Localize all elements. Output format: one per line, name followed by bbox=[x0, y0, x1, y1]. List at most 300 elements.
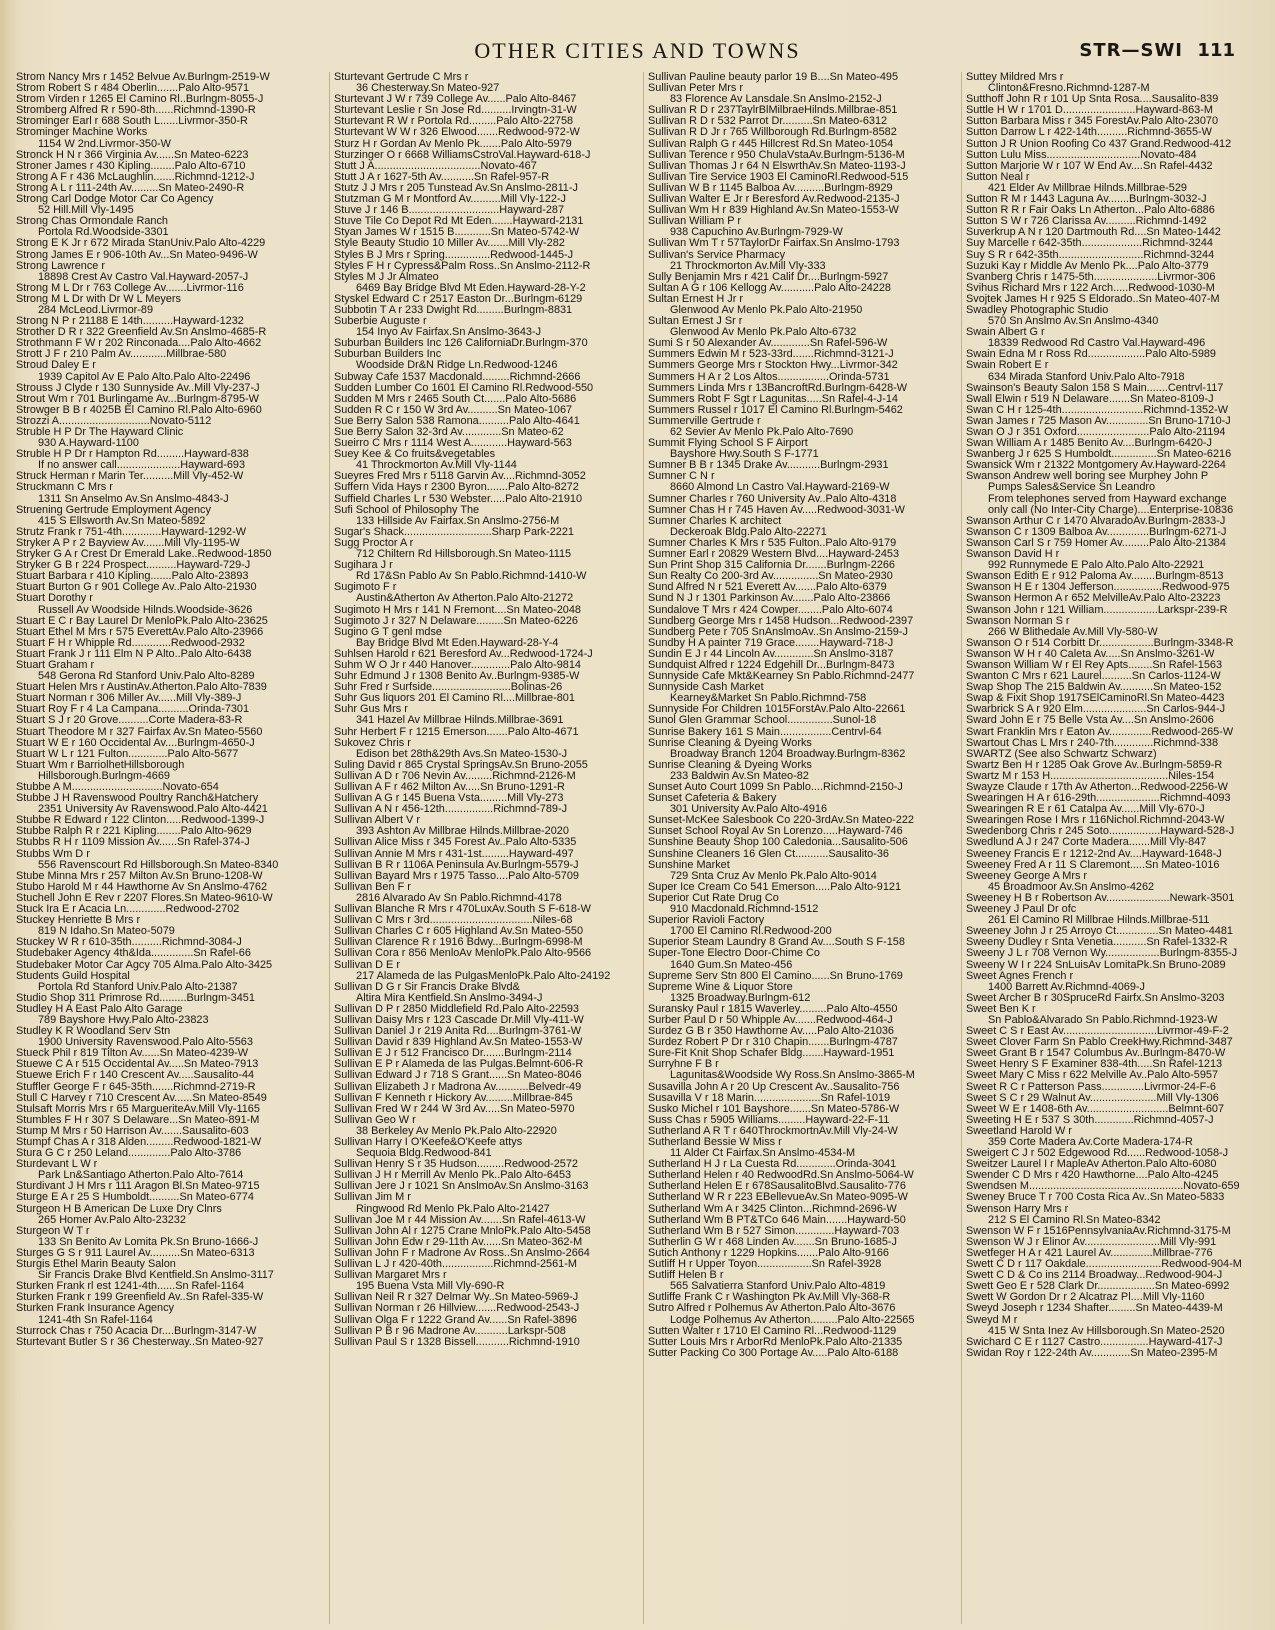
listing-entry: Sturgis Ethel Marin Beauty Salon bbox=[16, 1259, 176, 1271]
name-range: STR—SWI bbox=[1079, 40, 1183, 61]
listing-entry: Swanson David H r bbox=[966, 549, 1060, 561]
listing-entry: Sn Pablo&Alvarado Sn Pablo.Richmnd-1923-W bbox=[988, 1014, 1218, 1026]
listing-entry: Sullivan Albert V r bbox=[334, 815, 420, 827]
listing-entry: Swap & Fixit Shop 1917SElCaminoRl.Sn Mateo-4423 bbox=[966, 693, 1225, 705]
listing-entry: Superior Steam Laundry 8 Grand Av....South S F-158 bbox=[648, 937, 905, 949]
listing-entry: Woodside Dr&N Ridge Ln.Redwood-1246 bbox=[356, 360, 558, 372]
listing-entry: Swedenborg Chris r 245 Soto.................Hayward-528-J bbox=[966, 826, 1235, 838]
listing-entry: Swan James r 725 Mason Av..............Sn Bruno-1710-J bbox=[966, 415, 1231, 427]
listing-entry: Struble H P Dr The Hayward Clinic bbox=[16, 427, 184, 438]
listing-entry: Sullivan Jere J r 1021 Sn AnslmoAv.Sn Anslmo-3163 bbox=[334, 1181, 589, 1193]
listing-entry: 41 Throckmorton Av.Mill Vly-1144 bbox=[356, 460, 517, 472]
listing-entry: Swainson's Beauty Salon 158 S Main.......Centrvl-117 bbox=[966, 382, 1224, 394]
listing-entry: Styles F H r Cypress&Palm Ross..Sn Anslmo-2112-R bbox=[334, 260, 591, 272]
listing-entry: Suhr Fred r Surfside..........................Bolinas-26 bbox=[334, 682, 563, 694]
listing-entry: Sullivan Terence r 950 ChulaVstaAv.Burlngm-5136-M bbox=[648, 149, 905, 161]
listing-entry: Sturge E A r 25 S Humboldt..........Sn Mateo-6774 bbox=[16, 1192, 254, 1204]
listing-entry: Sullivan Charles C r 605 Highland Av.Sn Mateo-550 bbox=[334, 926, 584, 938]
listing-entry: Russell Av Woodside Hilnds.Woodside-3626 bbox=[38, 604, 253, 616]
listing-entry: Ringwood Rd Menlo Pk.Palo Alto-21427 bbox=[356, 1203, 550, 1215]
listing-entry: Strutz Frank r 751-4th.............Hayward-1292-W bbox=[16, 526, 246, 538]
listing-entry: Sturz H r Gordan Av Menlo Pk.......Palo Alto-5979 bbox=[334, 138, 572, 150]
listing-entry: Sunrise Cleaning & Dyeing Works bbox=[648, 759, 812, 771]
listing-entry: 8660 Almond Ln Castro Val.Hayward-2169-W bbox=[670, 482, 890, 494]
listing-entry: Stump M Mrs r 50 Harrison Av.......Sausalito-603 bbox=[16, 1125, 249, 1137]
listing-entry: Swenson Harry Mrs r bbox=[966, 1203, 1069, 1215]
listing-entry: Sturdivant J H Mrs r 111 Aragon Bl.Sn Mateo-9715 bbox=[16, 1181, 260, 1193]
listing-entry: only call (No Inter-City Charge)....Enterprise-10836 bbox=[988, 504, 1234, 516]
listing-entry: Styskel Edward C r 2517 Easton Dr...Burlngm-6129 bbox=[334, 293, 583, 305]
listing-entry: Stutzman G M r Montford Av..........Mill Vly-122-J bbox=[334, 194, 566, 206]
listing-entry: 556 Ravenscourt Rd Hillsborough.Sn Mateo-8340 bbox=[38, 859, 279, 871]
listing-entry: Stuart Frank J r 111 Elm N P Alto..Palo Alto-6438 bbox=[16, 648, 252, 660]
listing-entry: Sullivan John Edw r 29-11th Av......Sn Mateo-362-M bbox=[334, 1236, 583, 1248]
listing-entry: Sweeney J Paul Dr ofc bbox=[966, 904, 1077, 916]
listing-entry: Swan C H r 125-4th...........................Richmnd-1352-W bbox=[966, 404, 1229, 416]
listing-entry: Subbotin T A r 233 Dwight Rd.........Burlngm-8831 bbox=[334, 304, 573, 316]
listing-entry: Sturtevant Butler S r 36 Chesterway..Sn Mateo-927 bbox=[16, 1336, 264, 1348]
listing-entry: Sweet Grant B r 1547 Columbus Av..Burlngm-8470-W bbox=[966, 1048, 1226, 1060]
listing-entry: 1241-4th Sn Rafel-1164 bbox=[38, 1314, 153, 1326]
listing-entry: Sutton Barbara Miss r 345 ForestAv.Palo Alto-23070 bbox=[966, 116, 1219, 128]
listing-entry: Sweyd M r bbox=[966, 1314, 1018, 1326]
listing-entry: Stutt J A...................................Novato-467 bbox=[334, 160, 537, 172]
listing-entry: Sugimoto F r bbox=[334, 582, 397, 594]
listing-entry: Suttey Mildred Mrs r bbox=[966, 72, 1064, 83]
listing-entry: Swayze Claude r 17th Av Atherton...Redwood-2256-W bbox=[966, 782, 1228, 793]
listing-entry: Sun Print Shop 315 California Dr.......Burlngm-2266 bbox=[648, 560, 895, 572]
listing-entry: Sue Berry Salon 32-3rd Av.............Sn Mateo-62 bbox=[334, 427, 564, 438]
listing-entry: Sutherland Bessie W Miss r bbox=[648, 1137, 782, 1148]
listing-entry: Sweeny J L r 708 Vernon Wy..................Burlngm-8355-J bbox=[966, 948, 1238, 960]
listing-entry: Sullivan John F r Madrone Av Ross..Sn Anslmo-2664 bbox=[334, 1247, 590, 1259]
listing-entry: Swall Elwin r 519 N Delaware.......Sn Mateo-8109-J bbox=[966, 393, 1214, 405]
listing-entry: Sturrock Chas r 750 Acacia Dr....Burlngm-3147-W bbox=[16, 1325, 257, 1337]
listing-entry: Sugimoto J r 327 N Delaware.........Sn Mateo-6226 bbox=[334, 615, 578, 627]
listing-entry: 341 Hazel Av Millbrae Hilnds.Millbrae-3691 bbox=[356, 715, 564, 727]
listing-entry: Sultan A G r 106 Kellogg Av...........Palo Alto-24228 bbox=[648, 282, 891, 294]
listing-entry: Swanson W H r 40 Caleta Av.....Sn Anslmo-3261-W bbox=[966, 648, 1215, 660]
listing-entry: Sumner C N r bbox=[648, 471, 715, 483]
listing-entry: Strother D R r 322 Greenfield Av.Sn Anslmo-4685-R bbox=[16, 327, 267, 339]
listing-entry: Sumner Charles K Mrs r 535 Fulton..Palo Alto-9179 bbox=[648, 537, 897, 549]
listing-entry: Sutten Walter r 1710 El Camino Rl...Redwood-1129 bbox=[648, 1325, 897, 1337]
listing-entry: 729 Snta Cruz Av Menlo Pk.Palo Alto-9014 bbox=[670, 870, 877, 882]
listing-entry: Sullivan R D r 532 Parrot Dr..........Sn Mateo-6312 bbox=[648, 116, 888, 128]
listing-entry: Sweet Agnes French r bbox=[966, 970, 1074, 982]
listing-entry: Swearingen R E r 61 Catalpa Av......Mill Vly-670-J bbox=[966, 804, 1205, 816]
listing-entry: Strout Wm r 701 Burlingame Av...Burlngm-8795-W bbox=[16, 393, 259, 405]
listing-entry: Suttle H W r 1701 D........................Hayward-863-M bbox=[966, 105, 1213, 117]
listing-entry: Svojtek James H r 925 S Eldorado..Sn Mateo-407-M bbox=[966, 293, 1220, 305]
listing-entry: 910 Macdonald.Richmnd-1512 bbox=[670, 904, 819, 916]
listing-entry: Struble H P Dr r Hampton Rd.........Hayward-838 bbox=[16, 449, 249, 461]
listing-entry: 712 Chiltern Rd Hillsborough.Sn Mateo-1115 bbox=[356, 549, 572, 561]
listing-entry: 1400 Barrett Av.Richmnd-4069-J bbox=[988, 981, 1145, 993]
listing-entry: Sutliff Helen B r bbox=[648, 1270, 724, 1282]
listing-entry: Sullivan Daniel J r 219 Anita Rd....Burlngm-3761-W bbox=[334, 1026, 581, 1038]
listing-entry: Sullivan F Kenneth r Hickory Av.........Millbrae-845 bbox=[334, 1092, 573, 1104]
listing-entry: Swartz M r 153 H.......................................Niles-154 bbox=[966, 770, 1215, 782]
listing-entry: Sullivan R D r 237TaylrBlMilbraeHilnds.Millbrae-851 bbox=[648, 105, 898, 117]
listing-entry: Strominger Earl r 688 South L......Livrmor-350-R bbox=[16, 116, 248, 128]
listing-entry: Sweeney John J r 25 Arroyo Ct..............Sn Mateo-4481 bbox=[966, 926, 1233, 938]
listing-entry: Sturdevant L W r bbox=[16, 1159, 98, 1171]
listing-entry: Sundberg Pete r 705 SnAnslmoAv..Sn Anslmo-2159-J bbox=[648, 626, 908, 638]
listing-entry: Strong M L Dr r 763 College Av.......Livrmor-116 bbox=[16, 282, 244, 294]
listing-entry: Sweet W E r 1408-6th Av...........................Belmnt-607 bbox=[966, 1103, 1225, 1115]
listing-entry: Sweigert C J r 502 Edgewood Rd......Redwood-1058-J bbox=[966, 1148, 1229, 1160]
listing-entry: Stubbs Wm D r bbox=[16, 848, 90, 860]
listing-entry: Swett C D & Co ins 2114 Broadway...Redwood-904-J bbox=[966, 1270, 1223, 1282]
listing-entry: Swanson John r 121 William..................Larkspr-239-R bbox=[966, 604, 1228, 616]
listing-entry: 217 Alameda de las PulgasMenloPk.Palo Alto-24192 bbox=[356, 970, 611, 982]
listing-entry: Sund Alfred N r 521 Everett Av.......Palo Alto-6379 bbox=[648, 582, 887, 594]
listing-entry: Stryker A P r 2 Bayview Av.......Mill Vly-1195-W bbox=[16, 537, 240, 549]
page-title: OTHER CITIES AND TOWNS bbox=[474, 38, 801, 63]
listing-entry: Suss Chas r 5905 Williams.........Hayward-22-F-11 bbox=[648, 1114, 890, 1126]
listing-entry: Sweeney Fred A r 11 S Claremont.....Sn Mateo-1016 bbox=[966, 859, 1220, 871]
listing-entry: 415 S Ellsworth Av.Sn Mateo-5892 bbox=[38, 515, 206, 527]
listing-entry: Svanberg Chris r 1475-5th.....................Livrmor-306 bbox=[966, 271, 1216, 283]
listing-entry: Kearney&Market Sn Pablo.Richmnd-758 bbox=[670, 693, 867, 705]
listing-entry: 359 Corte Madera Av.Corte Madera-174-R bbox=[988, 1137, 1193, 1148]
listing-entry: Surdez G B r 350 Hawthorne Av.....Palo Alto-21036 bbox=[648, 1026, 894, 1038]
listing-entry: Suhm W O Jr r 440 Hanover.............Palo Alto-9814 bbox=[334, 659, 581, 671]
listing-entry: Suzuki Kay r Middle Av Menlo Pk....Palo Alto-3779 bbox=[966, 260, 1209, 272]
listing-entry: Sunset-McKee Salesbook Co 220-3rdAv.Sn Mateo-222 bbox=[648, 815, 914, 827]
listing-entry: Swart Franklin Mrs r Eaton Av..............Redwood-265-W bbox=[966, 726, 1234, 738]
listing-entry: Sugino G T genl mdse bbox=[334, 626, 442, 638]
listing-entry: Sullivan B R r 1106A Peninsula Av.Burlngm-5579-J bbox=[334, 859, 579, 871]
listing-entry: Strong Carl Dodge Motor Car Co Agency bbox=[16, 194, 214, 206]
listing-entry: Stroud Daley E r bbox=[16, 360, 96, 372]
listing-entry: 1700 El Camino Rl.Redwood-200 bbox=[670, 926, 832, 938]
listing-entry: 38 Berkeley Av Menlo Pk.Palo Alto-22920 bbox=[356, 1125, 557, 1137]
listing-entry: Stronck H N r 366 Virginia Av......Sn Mateo-6223 bbox=[16, 149, 249, 161]
page-header bbox=[0, 38, 1275, 68]
listing-entry: Glenwood Av Menlo Pk.Palo Alto-21950 bbox=[670, 304, 863, 316]
listing-entry: Swanson Andrew well boring see Murphey John P bbox=[966, 471, 1209, 483]
listing-entry: Summers H A r 2 Los Altos.................Orinda-5731 bbox=[648, 371, 890, 383]
listing-entry: Altira Mira Kentfield.Sn Anslmo-3494-J bbox=[356, 992, 543, 1004]
listing-entry: Sturtevant Leslie r Sn Jose Rd..........Irvingtn-31-W bbox=[334, 105, 577, 117]
listing-entry: Sully Benjamin Mrs r 421 Calif Dr....Burlngm-5927 bbox=[648, 271, 889, 283]
listing-entry: Sweet Archer B r 30SpruceRd Fairfx.Sn Anslmo-3203 bbox=[966, 992, 1225, 1004]
listing-entry: Strong Lawrence r bbox=[16, 260, 105, 272]
listing-entry: Struckmann C Mrs r bbox=[16, 482, 113, 494]
listing-entry: Summers Robt F Sgt r Lagunitas.....Sn Rafel-4-J-14 bbox=[648, 393, 898, 405]
listing-entry: Sweet C S r East Av...............................Livrmor-49-F-2 bbox=[966, 1026, 1229, 1038]
listing-entry: Sullivan L J r 420-40th.................Richmnd-2561-M bbox=[334, 1259, 577, 1271]
listing-entry: Sutton Darrow L r 422-14th..........Richmnd-3655-W bbox=[966, 127, 1212, 139]
listing-entry: Sullivan Tire Service 1903 El CaminoRl.Redwood-515 bbox=[648, 171, 909, 183]
listing-entry: Sweeney George A Mrs r bbox=[966, 870, 1088, 882]
listing-entry: Stuart S J r 20 Grove..........Corte Madera-83-R bbox=[16, 715, 243, 727]
listing-entry: Sullivan Wm H r 839 Highland Av.Sn Mateo-1553-W bbox=[648, 205, 899, 217]
listing-entry: Sullivan Peter Mrs r bbox=[648, 83, 744, 95]
listing-entry: Sir Francis Drake Blvd Kentfield.Sn Anslmo-3117 bbox=[38, 1270, 274, 1282]
listing-entry: Stuart W L r 121 Fulton.............Palo Alto-5677 bbox=[16, 748, 239, 760]
listing-entry: Sutherland Wm B r 527 Simon.............Hayward-703 bbox=[648, 1225, 900, 1237]
listing-entry: Stubbe J H Ravenswood Poultry Ranch&Hatchery bbox=[16, 793, 259, 805]
listing-entry: 284 McLeod.Livrmor-89 bbox=[38, 304, 154, 316]
listing-entry: Stryker G B r 224 Prospect..........Hayward-729-J bbox=[16, 560, 251, 572]
listing-entry: Suy Marcelle r 642-35th....................Richmnd-3244 bbox=[966, 238, 1213, 250]
listing-entry: Sundalove T Mrs r 424 Cowper........Palo Alto-6074 bbox=[648, 604, 893, 616]
column-4 bbox=[962, 72, 1264, 1624]
listing-entry: Sullivan Margaret Mrs r bbox=[334, 1270, 447, 1282]
listing-entry: Sudden R C r 150 W 3rd Av..........Sn Mateo-1067 bbox=[334, 404, 573, 416]
listing-entry: Sullivan A F r 462 Milton Av.....Sn Bruno-1291-R bbox=[334, 782, 565, 793]
listing-entry: Sutherland A R T r 640ThrockmortnAv.Mill Vly-24-W bbox=[648, 1125, 898, 1137]
listing-entry: Swain Edna M r Ross Rd...................Palo Alto-5989 bbox=[966, 349, 1216, 361]
listing-entry: Stryker G A r Crest Dr Emerald Lake..Redwood-1850 bbox=[16, 549, 272, 561]
listing-entry: Sullivan Geo W r bbox=[334, 1114, 416, 1126]
listing-entry: Strong N P r 21188 E 14th..........Hayward-1232 bbox=[16, 316, 244, 328]
listing-entry: Sturtevant Gertrude C Mrs r bbox=[334, 72, 469, 83]
listing-entry: Susko Michel r 101 Bayshore.......Sn Mateo-5786-W bbox=[648, 1103, 900, 1115]
listing-entry: Sullivan Henry S r 35 Hudson.........Redwood-2572 bbox=[334, 1159, 578, 1171]
listing-entry: Strozzi A..............................Novato-5112 bbox=[16, 415, 212, 427]
listing-entry: 789 Bayshore Hwy.Palo Alto-23823 bbox=[38, 1014, 209, 1026]
listing-entry: Bayshore Hwy.South S F-1771 bbox=[670, 449, 819, 461]
listing-entry: Stuckey W R r 610-35th..........Richmnd-3084-J bbox=[16, 937, 242, 949]
listing-entry: Sugar's Shack.............................Sharp Park-2221 bbox=[334, 526, 574, 538]
listing-entry: Suey Kee & Co fruits&vegetables bbox=[334, 449, 496, 461]
listing-entry: Sugihara J r bbox=[334, 560, 393, 572]
listing-entry: Sutton R R r Fair Oaks Ln Atherton...Palo Alto-6886 bbox=[966, 205, 1215, 217]
listing-entry: Sweet Mary C Miss r 622 Melville Av..Palo Alto-5957 bbox=[966, 1070, 1218, 1082]
listing-entry: Swain Robert E r bbox=[966, 360, 1049, 372]
listing-entry: Swenson W F r 1516PennsylvaniaAv.Richmnd-3175-M bbox=[966, 1225, 1231, 1237]
listing-entry: Sweitzer Laurel I r MapleAv Atherton.Palo Alto-6080 bbox=[966, 1159, 1217, 1171]
listing-entry: Sullivan Clarence R r 1916 Bdwy...Burlngm-6998-M bbox=[334, 937, 583, 949]
listing-entry: Sullivan David r 839 Highland Av.Sn Mateo-1553-W bbox=[334, 1037, 583, 1049]
listing-entry: Rd 17&Sn Pablo Av Sn Pablo.Richmnd-1410-W bbox=[356, 571, 587, 583]
listing-entry: 393 Ashton Av Millbrae Hilnds.Millbrae-2020 bbox=[356, 826, 569, 838]
listing-entry: Sullivan D E r bbox=[334, 959, 400, 971]
listing-entry: Subway Cafe 1537 Macdonald.........Richmnd-2666 bbox=[334, 371, 581, 383]
listing-entry: Sunnyside Cafe Mkt&Kearney Sn Pablo.Richmnd-2477 bbox=[648, 671, 915, 683]
listing-entry: Sunnyside For Children 1015ForstAv.Palo Alto-22661 bbox=[648, 704, 906, 716]
listing-entry: Sutthoff John R r 101 Up Snta Rosa....Sausalito-839 bbox=[966, 94, 1219, 106]
listing-entry: Sullivan Jim M r bbox=[334, 1192, 411, 1204]
listing-entry: Swett W Gordon Dr r 2 Alcatraz Pl....Mill Vly-1160 bbox=[966, 1292, 1205, 1304]
listing-entry: Swendsen M...................................................Novato-659 bbox=[966, 1181, 1240, 1193]
listing-entry: Sunol Glen Grammar School...............Sunol-18 bbox=[648, 715, 877, 727]
listing-entry: Swanson C r 1309 Balboa Av..............Burlngm-6271-J bbox=[966, 526, 1227, 538]
listing-entry: Strong M L Dr with Dr W L Meyers bbox=[16, 293, 182, 305]
listing-entry: Styles B J Mrs r Spring...............Redwood-1445-J bbox=[334, 249, 574, 261]
listing-entry: Strong E K Jr r 672 Mirada StanUniv.Palo Alto-4229 bbox=[16, 238, 266, 250]
listing-entry: Supreme Serv Stn 800 El Camino......Sn Bruno-1769 bbox=[648, 970, 903, 982]
listing-entry: Swichard C E r 1127 Castro................Hayward-417-J bbox=[966, 1336, 1223, 1348]
listing-entry: Stuart Norman r 306 Miller Av......Mill Vly-389-J bbox=[16, 693, 242, 705]
listing-entry: Sullivan C Mrs r 3rd..................................Niles-68 bbox=[334, 915, 573, 927]
listing-entry: Sutherland Wm A r 3425 Clinton...Richmnd-2696-W bbox=[648, 1203, 897, 1215]
listing-entry: Sullivan William P r bbox=[648, 216, 741, 228]
listing-entry: Sullivan Edward J r 718 S Grant......Sn Mateo-8046 bbox=[334, 1070, 582, 1082]
listing-entry: Summers Russel r 1017 El Camino Rl.Burlngm-5462 bbox=[648, 404, 903, 416]
listing-entry: Sullivan D G r Sir Francis Drake Blvd& bbox=[334, 981, 520, 993]
listing-entry: Strowger B B r 4025B El Camino Rl.Palo Alto-6960 bbox=[16, 404, 262, 416]
listing-entry: Suffern Vida Hays r 2300 Byron.......Palo Alto-8272 bbox=[334, 482, 579, 494]
listing-entry: Sweeney Francis E r 1212-2nd Av....Hayward-1648-J bbox=[966, 848, 1222, 860]
listing-entry: Sunnyside Cash Market bbox=[648, 682, 764, 694]
listing-entry: 45 Broadmoor Av.Sn Anslmo-4262 bbox=[988, 881, 1155, 893]
listing-entry: Sullivan W B r 1145 Balboa Av..........Burlngm-8929 bbox=[648, 182, 893, 194]
listing-entry: Sufi School of Philosophy The bbox=[334, 504, 480, 516]
listing-entry: Sunshine Beauty Shop 100 Caledonia...Sausalito-506 bbox=[648, 837, 908, 849]
listing-entry: Sue Berry Salon 538 Ramona..........Palo Alto-4641 bbox=[334, 415, 580, 427]
listing-entry: 1154 W 2nd.Livrmor-350-W bbox=[38, 138, 171, 150]
listing-entry: Swetfeger H A r 421 Laurel Av..............Millbrae-776 bbox=[966, 1247, 1213, 1259]
listing-entry: Sumner Earl r 20829 Western Blvd....Hayward-2453 bbox=[648, 549, 900, 561]
listing-entry: Stroner James r 430 Kipling........Palo Alto-6710 bbox=[16, 160, 246, 172]
listing-entry: Swenson W J r Elinor Av.........................Mill Vly-991 bbox=[966, 1236, 1217, 1248]
listing-entry: Sutich Anthony r 1229 Hopkins.......Palo Alto-9166 bbox=[648, 1247, 889, 1259]
listing-entry: Superior Ravioli Factory bbox=[648, 915, 765, 927]
listing-entry: Sullivan Harry I O'Keefe&O'Keefe attys bbox=[334, 1137, 523, 1148]
listing-entry: Stuart Wm r BarriolhetHillsborough bbox=[16, 759, 185, 771]
listing-entry: Sweeney H B r Robertson Av.....................Newark-3501 bbox=[966, 892, 1235, 904]
listing-entry: Studio Shop 311 Primrose Rd.........Burlngm-3451 bbox=[16, 992, 255, 1004]
listing-entry: Surber Paul D r 50 Whipple Av.......Redwood-464-J bbox=[648, 1014, 893, 1026]
listing-entry: Sund N J r 1301 Parkinson Av.......Palo Alto-23866 bbox=[648, 593, 891, 605]
listing-entry: Sutton Neal r bbox=[966, 171, 1030, 183]
listing-entry: Sullivan Norman r 26 Hillview.......Redwood-2543-J bbox=[334, 1303, 580, 1315]
listing-entry: Sweeny W I r 224 SnLuisAv LomitaPk.Sn Bruno-2089 bbox=[966, 959, 1226, 971]
listing-entry: Styles M J Jr Almateo bbox=[334, 271, 439, 283]
listing-entry: Swanson Carl S r 759 Homer Av.........Palo Alto-21384 bbox=[966, 537, 1226, 549]
listing-entry: Sutherland H J r La Cuesta Rd.............Orinda-3041 bbox=[648, 1159, 897, 1171]
listing-entry: Swanson H E r 1304 Jefferson................Redwood-975 bbox=[966, 582, 1230, 594]
listing-entry: 634 Mirada Stanford Univ.Palo Alto-7918 bbox=[988, 371, 1185, 383]
column-3 bbox=[644, 72, 962, 1624]
listing-entry: Stumpf Chas A r 318 Alden.........Redwood-1821-W bbox=[16, 1137, 262, 1148]
listing-entry: Sutherland Wm B PT&TCo 646 Main.......Hayward-50 bbox=[648, 1214, 906, 1226]
listing-entry: 992 Runnymede E Palo Alto.Palo Alto-22921 bbox=[988, 560, 1205, 572]
listing-entry: Suhr Herbert F r 1215 Emerson.......Palo Alto-4671 bbox=[334, 726, 579, 738]
listing-entry: Suhlsen Harold r 621 Beresford Av...Redwood-1724-J bbox=[334, 648, 593, 660]
listing-entry: 62 Sevier Av Menlo Pk.Palo Alto-7690 bbox=[670, 427, 854, 438]
listing-entry: Strothmann F W r 202 Rinconada....Palo Alto-4662 bbox=[16, 338, 262, 350]
listing-entry: Sudden Lumber Co 1601 El Camino Rl.Redwood-550 bbox=[334, 382, 594, 394]
listing-entry: Sullivan Wm T r 57TaylorDr Fairfax.Sn Anslmo-1793 bbox=[648, 238, 900, 250]
listing-entry: Sullivan P B r 96 Madrone Av...........Larkspr-508 bbox=[334, 1325, 566, 1337]
listing-entry: Sullivan E J r 512 Francisco Dr.......Burlngm-2114 bbox=[334, 1048, 572, 1060]
listing-entry: Portola Rd.Woodside-3301 bbox=[38, 227, 169, 239]
listing-entry: Struck Herman r Marin Ter..........Mill Vly-452-W bbox=[16, 471, 244, 483]
listing-entry: Superior Cut Rate Drug Co bbox=[648, 892, 779, 904]
listing-entry: Sudden M Mrs r 2465 South Ct.......Palo Alto-5686 bbox=[334, 393, 577, 405]
listing-entry: Stubbe A M..............................Novato-654 bbox=[16, 782, 219, 793]
listing-entry: 11 Alder Ct Fairfax.Sn Anslmo-4534-M bbox=[670, 1148, 856, 1160]
column-2 bbox=[330, 72, 644, 1624]
listing-entry: Summers Linda Mrs r 13BancroftRd.Burlngm-6428-W bbox=[648, 382, 908, 394]
listing-entry: Swan O J r 351 Oxford........................Palo Alto-21194 bbox=[966, 427, 1226, 438]
listing-entry: Sweetland Harold W r bbox=[966, 1125, 1072, 1137]
listing-entry: Sumi S r 50 Alexander Av.............Sn Rafel-596-W bbox=[648, 338, 888, 350]
listing-entry: Stubbs R H r 1109 Mission Av......Sn Rafel-374-J bbox=[16, 837, 250, 849]
listing-entry: Sunset School Royal Av Sn Lorenzo.....Hayward-746 bbox=[648, 826, 903, 838]
listing-entry: Sumner Chas H r 745 Haven Av.....Redwood-3031-W bbox=[648, 504, 905, 516]
listing-entry: Strominger Machine Works bbox=[16, 127, 148, 139]
listing-entry: Swarbrick S A r 920 Elm.....................Sn Carlos-944-J bbox=[966, 704, 1226, 716]
listing-entry: Stuewe Erich F r 140 Crescent Av.....Sausalito-44 bbox=[16, 1070, 255, 1082]
listing-entry: 195 Buena Vsta Mill Vly-690-R bbox=[356, 1281, 505, 1293]
listing-entry: Swedlund A J r 247 Corte Madera.......Mill Vly-847 bbox=[966, 837, 1207, 849]
listing-entry: 36 Chesterway.Sn Mateo-927 bbox=[356, 83, 500, 95]
listing-entry: 52 Hill.Mill Vly-1495 bbox=[38, 205, 134, 217]
listing-entry: Stuck Ira E r Acacia Ln.............Redwood-2702 bbox=[16, 904, 240, 916]
listing-entry: Sullivan Neil R r 327 Delmar Wy..Sn Mateo-5969-J bbox=[334, 1292, 579, 1304]
listing-entry: Sumner Charles K architect bbox=[648, 515, 782, 527]
listing-entry: Sweeny Dudley r Snta Venetia...........Sn Rafel-1332-R bbox=[966, 937, 1228, 949]
listing-entry: Sequoia Bldg.Redwood-841 bbox=[356, 1148, 492, 1160]
listing-entry: Austin&Atherton Av Atherton.Palo Alto-21272 bbox=[356, 593, 574, 605]
listing-entry: Sutherland Helen r 40 RedwoodRd.Sn Anslmo-5064-W bbox=[648, 1170, 914, 1182]
listing-entry: Sundin E J r 44 Lincoln Av.............Sn Anslmo-3187 bbox=[648, 648, 894, 660]
listing-entry: Stuckey Henriette B Mrs r bbox=[16, 915, 141, 927]
listing-entry: 133 Sn Benito Av Lomita Pk.Sn Bruno-1666-J bbox=[38, 1236, 259, 1248]
listing-entry: Stueck Phil r 819 Tilton Av......Sn Mateo-4239-W bbox=[16, 1048, 249, 1060]
listing-entry: Hillsborough.Burlngm-4669 bbox=[38, 770, 170, 782]
listing-entry: Broadway Branch 1204 Broadway.Burlngm-8362 bbox=[670, 748, 906, 760]
listing-entry: Sunrise Bakery 161 S Main.................Centrvl-64 bbox=[648, 726, 882, 738]
listing-entry: Sueirro C Mrs r 1114 West A............Hayward-563 bbox=[334, 438, 572, 450]
listing-entry: Stuart W E r 160 Occidental Av....Burlngm-4650-J bbox=[16, 737, 255, 749]
listing-entry: Swearingen H A r 616-29th.....................Richmnd-4093 bbox=[966, 793, 1231, 805]
listing-entry: Sumner B B r 1345 Drake Av...........Burlngm-2931 bbox=[648, 460, 889, 472]
listing-entry: Suy S R r 642-35th............................Richmnd-3244 bbox=[966, 249, 1215, 261]
listing-entry: Sweet Ben K r bbox=[966, 1003, 1036, 1015]
listing-entry: Sweeting H E r 537 S 30th.............Richmnd-4057-J bbox=[966, 1114, 1214, 1126]
listing-entry: Sullivan Paul S r 1328 Bissell...........Richmnd-1910 bbox=[334, 1336, 580, 1348]
listing-entry: 233 Baldwin Av.Sn Mateo-82 bbox=[670, 770, 809, 782]
listing-entry: Style Beauty Studio 10 Miller Av.......Mill Vly-282 bbox=[334, 238, 565, 250]
listing-entry: 415 W Snta Inez Av Hillsborough.Sn Mateo-2520 bbox=[988, 1325, 1225, 1337]
listing-entry: 570 Sn Anslmo Av.Sn Anslmo-4340 bbox=[988, 316, 1159, 328]
listing-entry: 1900 University Ravenswood.Palo Alto-5563 bbox=[38, 1037, 253, 1049]
listing-entry: 565 Salvatierra Stanford Univ.Palo Alto-4819 bbox=[670, 1281, 886, 1293]
listing-entry: Summit Flying School S F Airport bbox=[648, 438, 808, 450]
listing-entry: Sullivan Thomas J r 64 N ElswrthAv.Sn Mateo-1193-J bbox=[648, 160, 906, 172]
listing-entry: Suffield Charles L r 530 Webster.....Palo Alto-21910 bbox=[334, 493, 583, 505]
listing-entry: Sutter Packing Co 300 Portage Av.....Palo Alto-6188 bbox=[648, 1347, 899, 1359]
listing-entry: Struening Gertrude Employment Agency bbox=[16, 504, 211, 516]
listing-entry: 18339 Redwood Rd Castro Val.Hayward-496 bbox=[988, 338, 1206, 350]
listing-entry: Sundberg George Mrs r 1458 Hudson...Redwood-2397 bbox=[648, 615, 914, 627]
listing-entry: Sweet S C r 29 Walnut Av......................Mill Vly-1306 bbox=[966, 1092, 1219, 1104]
listing-entry: 1640 Gum.Sn Mateo-456 bbox=[670, 959, 793, 971]
listing-entry: 265 Homer Av.Palo Alto-23232 bbox=[38, 1214, 186, 1226]
listing-entry: Sullivan A D r 706 Nevin Av.........Richmnd-2126-M bbox=[334, 770, 576, 782]
listing-entry: 6469 Bay Bridge Blvd Mt Eden.Hayward-28-Y-2 bbox=[356, 282, 586, 294]
listing-entry: Summers Edwin M r 523-33rd.......Richmnd-3121-J bbox=[648, 349, 894, 361]
listing-entry: Swanson O r 514 Corbitt Dr..................Burlngm-3348-R bbox=[966, 637, 1234, 649]
listing-entry: Sunrise Cleaning & Dyeing Works bbox=[648, 737, 812, 749]
listing-entry: Susavilla V r 18 Marin......................Sn Rafel-1019 bbox=[648, 1092, 891, 1104]
listing-entry: Sullivan Ralph G r 445 Hillcrest Rd.Sn Mateo-1054 bbox=[648, 138, 894, 150]
listing-entry: Suburban Builders Inc 126 CaliforniaDr.Burlngm-370 bbox=[334, 338, 588, 350]
listing-entry: Swanson Edith E r 912 Paloma Av........Burlngm-8513 bbox=[966, 571, 1224, 583]
listing-entry: SWARTZ (See also Schwartz Schwarz) bbox=[966, 748, 1157, 760]
listing-entry: Suhr Gus liquors 201 El Camino Rl....Millbrae-801 bbox=[334, 693, 575, 705]
listing-entry: Sturtevant W W r 326 Elwood.......Redwood-972-W bbox=[334, 127, 580, 139]
listing-entry: 154 Inyo Av Fairfax.Sn Anslmo-3643-J bbox=[356, 327, 542, 339]
